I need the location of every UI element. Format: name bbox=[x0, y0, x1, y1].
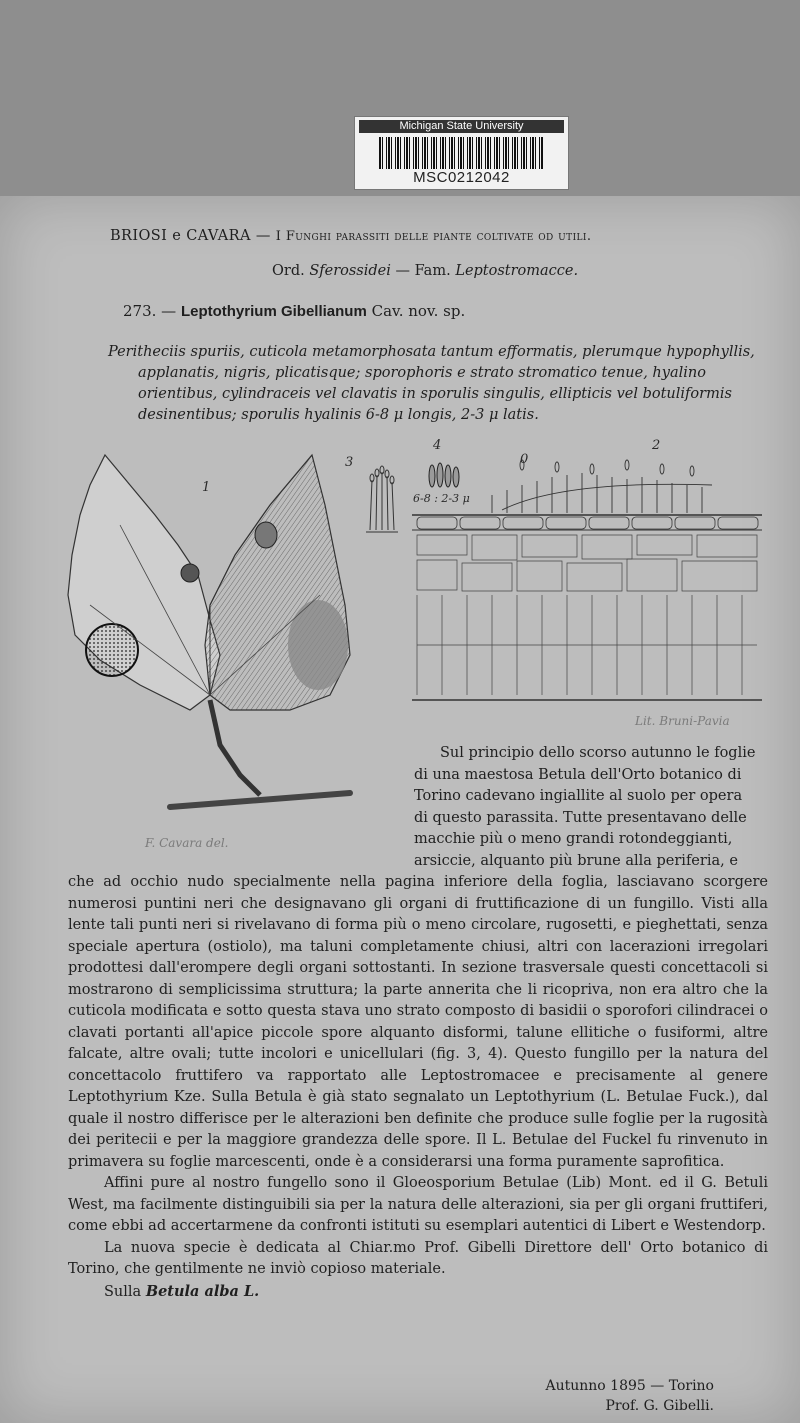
page-header bbox=[110, 228, 591, 244]
intro-line: arsiccie, alquanto più brune alla periferia, e bbox=[414, 852, 738, 869]
cross-section-illustration bbox=[412, 455, 767, 710]
family-name: Leptostromacce. bbox=[455, 263, 579, 279]
diagnosis-line: Peritheciis spuriis, cuticola metamorphosata tantum efformatis, plerumque hypophyllis, bbox=[108, 344, 755, 360]
body-paragraph: La nuova specie è dedicata al Chiar.mo Prof. Gibelli Direttore dell' Orto botanico di Torino, che gentilmente ne inviò copioso materiale. bbox=[68, 1239, 768, 1277]
intro-line: macchie più o meno grandi rotondeggianti, bbox=[414, 831, 733, 847]
lithographer-signature: Lit. Bruni-Pavia bbox=[635, 714, 730, 728]
intro-line: Torino cadevano ingiallite al suolo per opera bbox=[414, 788, 743, 804]
host-name: Betula alba L. bbox=[145, 1282, 260, 1300]
sporophore-illustration bbox=[362, 460, 402, 535]
barcode-number: MSC0212042 bbox=[413, 169, 510, 186]
figure-label: 4 bbox=[433, 438, 442, 453]
figure-label: 3 bbox=[345, 455, 354, 470]
species-number: 273. — bbox=[123, 302, 177, 320]
institution-name: Michigan State University bbox=[359, 120, 564, 133]
leaf-illustration bbox=[60, 445, 360, 825]
species-name: Leptothyrium Gibellianum bbox=[180, 303, 367, 320]
body-paragraph: che ad occhio nudo specialmente nella pagina inferiore della foglia, lasciavano scorgere numerosi puntini neri che designavano gli organi di fruttificazione di un fungillo. Visti alla lente tali punti neri si rivelavano di forma più o meno circolare, rugosetti, e pieghettati, senza speciale apertura (ostiolo), ma taluni completamente chiusi, altri con lacerazioni irregolari prodottesi dall'erompere degli organi sottostanti. In sezione trasversale questi concettacoli si mostrarono di semplicissima struttura; la parte annerita che li ricopriva, non era altro che la cuticola modificata e sotto questa stava uno strato composto di basidii o sporofori cilindracei o clavati portanti all'apice piccole spore alquanto disformi, talune ellitiche o fusiformi, altre falcate, altre ovali; tutte incolori e unicellulari (fig. 3, 4). Questo fungillo per la natura del concettacolo fruttifero va rapportato alle Leptostromacee e precisamente al genere Leptothyrium Kze. Sulla Betula è già stato segnalato un Leptothyrium (L. Betulae Fuck.), dal quale il nostro differisce per le alterazioni ben definite che produce sulle foglie per la rugosità dei peritecii e per la maggiore grandezza delle spore. Il L. Betulae del Fuckel fu rinvenuto in primavera su foglie marcescenti, onde è a considerarsi una forma puramente saprofitica. bbox=[68, 874, 768, 1170]
intro-line: di una maestosa Betula dell'Orto botanico di bbox=[414, 766, 742, 783]
series-title: I Funghi parassiti delle piante coltivate od utili. bbox=[275, 229, 592, 244]
species-title bbox=[123, 302, 465, 320]
diagnosis-line: applanatis, nigris, plicatisque; sporophoris e strato stromatico tenue, hyalino bbox=[138, 365, 706, 381]
host-line: Sulla Betula alba L. bbox=[104, 1282, 260, 1300]
intro-text bbox=[414, 743, 766, 872]
latin-diagnosis bbox=[108, 342, 778, 426]
figure-label: 0 bbox=[520, 452, 529, 467]
classification: Ord. Sferossidei — Fam. Leptostromacce. bbox=[272, 263, 579, 279]
species-author: Cav. nov. sp. bbox=[371, 302, 466, 320]
diagnosis-line: desinentibus; sporulis hyalinis 6-8 μ longis, 2-3 μ latis. bbox=[138, 407, 539, 423]
diagnosis-line: orientibus, cylindraceis vel clavatis in sporulis singulis, ellipticis vel botuliformis bbox=[138, 386, 732, 402]
figure-label: 1 bbox=[202, 480, 211, 495]
collector: Prof. G. Gibelli. bbox=[605, 1398, 714, 1414]
intro-line: di questo parassita. Tutte presentavano delle bbox=[414, 809, 747, 826]
body-text bbox=[68, 872, 768, 1303]
body-paragraph: Affini pure al nostro fungello sono il Gloeosporium Betulae (Lib) Mont. ed il G. Betuli West, ma facilmente distinguibili sia per la natura delle alterazioni, sia per gli organi fruttiferi, come ebbi ad accertarmene da confronti istituti su esemplari autentici di Libert e Westendorp. bbox=[68, 1175, 768, 1234]
barcode-icon bbox=[379, 137, 544, 169]
authors: BRIOSI e CAVARA — bbox=[110, 228, 271, 244]
herbarium-barcode-label bbox=[354, 116, 569, 190]
figure-label: 2 bbox=[652, 438, 661, 453]
artist-signature: F. Cavara del. bbox=[145, 836, 229, 850]
collection-date-place: Autunno 1895 — Torino bbox=[545, 1378, 714, 1394]
intro-line: Sul principio dello scorso autunno le foglie bbox=[440, 745, 756, 761]
order-name: Sferossidei bbox=[309, 263, 391, 279]
spore-measurement: 6-8 : 2-3 μ bbox=[413, 492, 470, 505]
